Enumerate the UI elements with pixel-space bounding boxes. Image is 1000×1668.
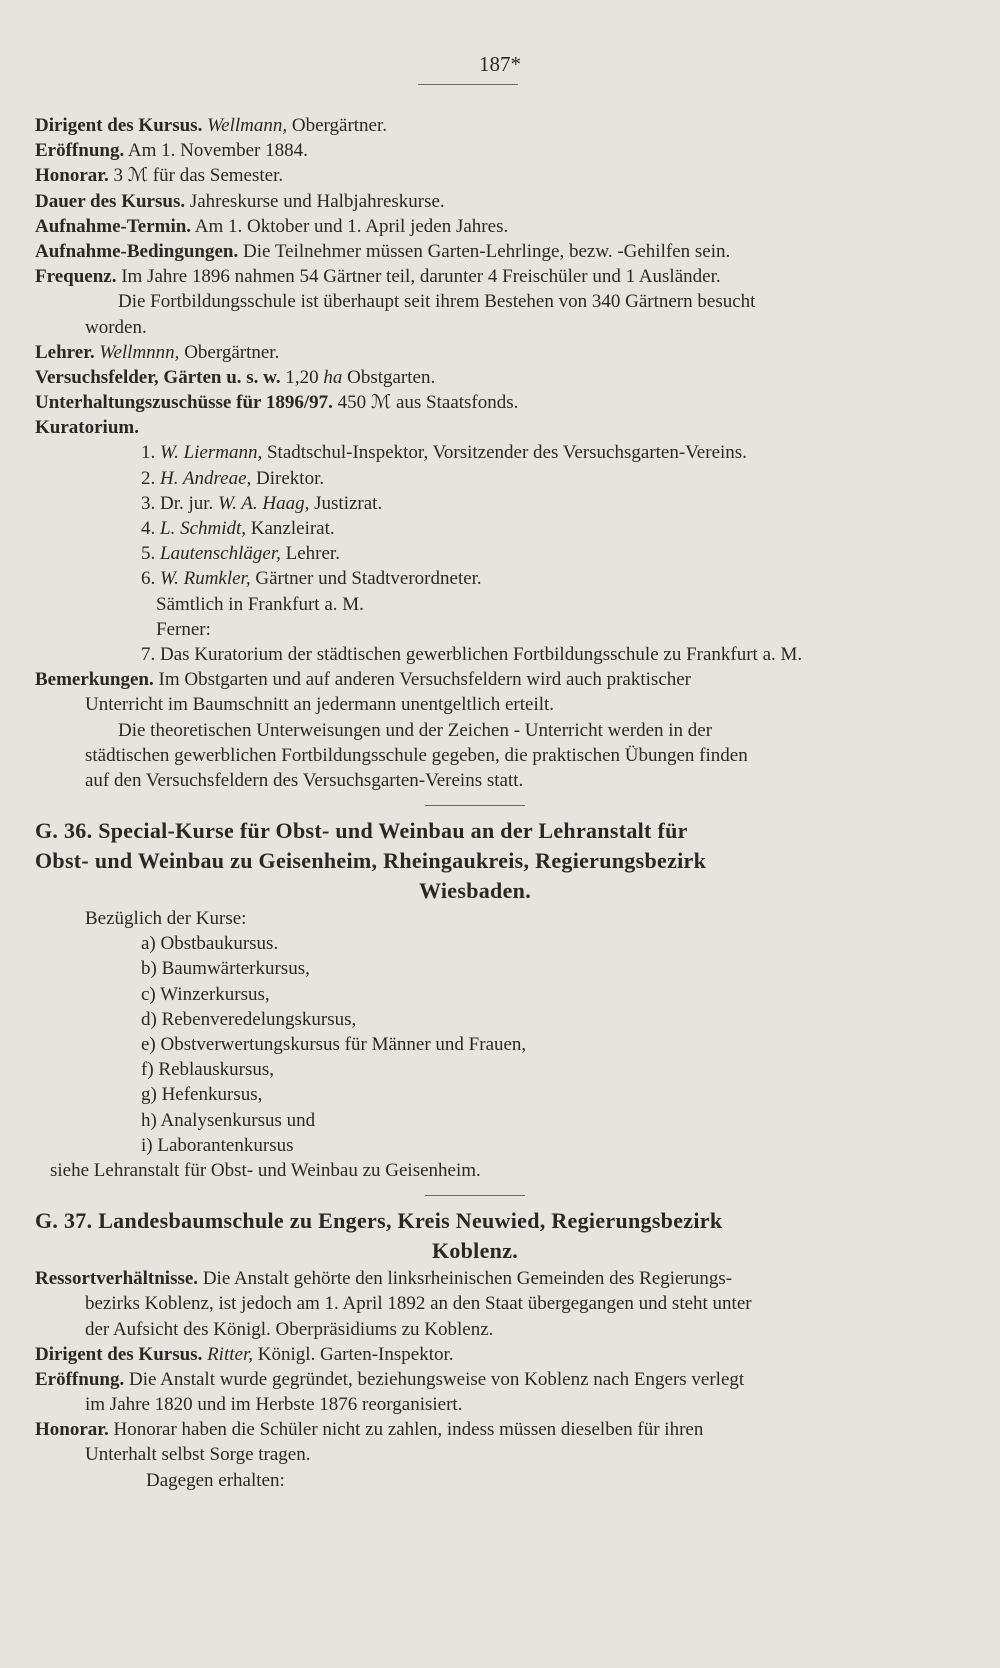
list-item: c) Winzerkursus, [141, 983, 270, 1005]
aufnahme-bed-text: Die Teilnehmer müssen Garten-Lehrlinge, bezw. -Gehilfen sein. [243, 240, 731, 262]
frequenz-line [35, 264, 915, 289]
list-item: e) Obstverwertungskursus für Männer und Frauen, [141, 1034, 527, 1055]
member-name: L. Schmidt, [160, 518, 247, 539]
list-item: d) Rebenveredelungskursus, [141, 1008, 357, 1030]
eroeffnung-cont: im Jahre 1820 und im Herbste 1876 reorganisiert. [85, 1394, 463, 1416]
member-rest: Lehrer. [285, 543, 340, 565]
eroeffnung-line [35, 138, 915, 163]
member-name: W. Rumkler, [160, 568, 251, 590]
page-body [35, 113, 915, 1493]
versuch-rest: Obstgarten. [347, 366, 436, 388]
frequenz-cont: Die Fortbildungsschule ist überhaupt seit ihrem Bestehen von 340 Gärtnern besucht [118, 291, 756, 313]
title-line: G. 37. Landesbaumschule zu Engers, Kreis Neuwied, Regierungsbezirk [35, 1208, 723, 1234]
dauer-label: Dauer des Kursus. [35, 190, 186, 212]
section-title-g36 [35, 816, 915, 906]
versuch-text: 1,20 [285, 366, 319, 388]
eroeffnung-text: Am 1. November 1884. [127, 140, 308, 162]
honorar-text: Honorar haben die Schüler nicht zu zahlen, indess müssen dieselben für ihren [113, 1419, 704, 1441]
header-rule [418, 84, 518, 85]
member-line [35, 541, 915, 566]
member-rest: Stadtschul-Inspektor, Vorsitzender des Versuchsgarten-Vereins. [266, 442, 747, 464]
dauer-line [35, 189, 915, 214]
bemerk-p2b: städtischen gewerblichen Fortbildungsschule gegeben, die praktischen Übungen finden [85, 744, 748, 766]
dirigent-line [35, 1342, 915, 1367]
saemtlich-line: Sämtlich in Frankfurt a. M. [156, 593, 364, 615]
eroeffnung-label: Eröffnung. [35, 140, 125, 162]
dauer-text: Jahreskurse und Halbjahreskurse. [189, 190, 445, 212]
honorar-label: Honorar. [35, 1419, 109, 1441]
member-name: H. Andreae, [160, 467, 252, 489]
dirigent-rest: Königl. Garten-Inspektor. [257, 1343, 454, 1365]
member-num: 5. [141, 543, 156, 565]
bemerk-label: Bemerkungen. [35, 669, 154, 691]
member-num: 3. [141, 492, 156, 514]
title-line: Wiesbaden. [418, 878, 531, 904]
section-title-g37 [35, 1206, 915, 1266]
frequenz-cont2: worden. [85, 316, 147, 338]
honorar-line [35, 1417, 915, 1442]
frequenz-text: Im Jahre 1896 nahmen 54 Gärtner teil, darunter 4 Freischüler und 1 Ausländer. [121, 266, 721, 288]
kuratorium-label: Kuratorium. [35, 417, 139, 439]
list-item: b) Baumwärterkursus, [141, 958, 310, 980]
page-number: 187* [479, 52, 521, 76]
honorar-cont: Unterhalt selbst Sorge tragen. [85, 1444, 311, 1466]
member-rest: Justizrat. [314, 492, 383, 514]
member-line [35, 566, 915, 591]
member-num: 4. [141, 518, 156, 539]
dagegen-line: Dagegen erhalten: [146, 1469, 285, 1491]
ferner-line: Ferner: [156, 618, 211, 640]
bemerk-text: Im Obstgarten und auf anderen Versuchsfeldern wird auch praktischer [158, 669, 692, 691]
member-rest: Kanzleirat. [250, 518, 335, 539]
intro-line: Bezüglich der Kurse: [85, 908, 247, 930]
eroeffnung-label: Eröffnung. [35, 1368, 125, 1390]
lehrer-line [35, 340, 915, 365]
member-line [35, 440, 915, 465]
section-divider [425, 805, 525, 806]
lehrer-label: Lehrer. [35, 341, 95, 363]
aufnahme-termin-line [35, 214, 915, 239]
dirigent-label: Dirigent des Kursus. [35, 115, 203, 136]
versuch-label: Versuchsfelder, Gärten u. s. w. [35, 366, 281, 388]
member-name: W. Liermann, [160, 442, 263, 464]
member-rest: Direktor. [256, 467, 325, 489]
ressort-label: Ressortverhältnisse. [35, 1268, 199, 1290]
unterhalt-line [35, 390, 915, 415]
member-7-line: 7. Das Kuratorium der städtischen gewerblichen Fortbildungsschule zu Frankfurt a. M. [141, 643, 803, 665]
ressort-cont2: der Aufsicht des Königl. Oberpräsidiums zu Koblenz. [85, 1318, 494, 1340]
member-num: 1. [141, 442, 156, 464]
frequenz-label: Frequenz. [35, 266, 117, 288]
unterhalt-label: Unterhaltungszuschüsse für 1896/97. [35, 392, 333, 414]
bemerk-p2c: auf den Versuchsfeldern des Versuchsgarten-Vereins statt. [85, 769, 524, 791]
honorar-text: 3 ℳ für das Semester. [113, 165, 284, 187]
dirigent-name: Wellmann, [207, 115, 288, 136]
lehrer-name: Wellmnnn, [99, 341, 180, 363]
list-item: a) Obstbaukursus. [141, 933, 279, 955]
list-item: i) Laborantenkursus [141, 1134, 294, 1156]
title-line: Obst- und Weinbau zu Geisenheim, Rheingaukreis, Regierungsbezirk [35, 848, 707, 874]
ressort-text: Die Anstalt gehörte den linksrheinischen Gemeinden des Regierungs- [202, 1268, 733, 1290]
member-line [35, 516, 915, 541]
aufnahme-bed-line [35, 239, 915, 264]
dirigent-line [35, 113, 915, 138]
ressort-line [35, 1266, 915, 1291]
eroeffnung-text: Die Anstalt wurde gegründet, beziehungsweise von Koblenz nach Engers verlegt [128, 1368, 745, 1390]
member-line [35, 491, 915, 516]
list-item: g) Hefenkursus, [141, 1084, 263, 1106]
member-pre: Dr. jur. [160, 492, 214, 514]
dirigent-name: Ritter, [207, 1343, 253, 1365]
section-divider [425, 1195, 525, 1196]
honorar-label: Honorar. [35, 165, 109, 187]
lehrer-rest: Obergärtner. [184, 341, 280, 363]
outro-line: siehe Lehranstalt für Obst- und Weinbau zu Geisenheim. [50, 1159, 481, 1181]
aufnahme-bed-label: Aufnahme-Bedingungen. [35, 240, 239, 262]
versuch-unit: ha [323, 366, 343, 388]
member-name: W. A. Haag, [218, 492, 310, 514]
member-name: Lautenschläger, [160, 543, 281, 565]
bemerk-cont: Unterricht im Baumschnitt an jedermann unentgeltlich erteilt. [85, 694, 555, 716]
bemerk-p2a: Die theoretischen Unterweisungen und der Zeichen - Unterricht werden in der [118, 719, 713, 741]
dirigent-label: Dirigent des Kursus. [35, 1343, 203, 1365]
aufnahme-termin-text: Am 1. Oktober und 1. April jeden Jahres. [194, 215, 509, 237]
versuch-line [35, 365, 915, 390]
member-line [35, 466, 915, 491]
unterhalt-text: 450 ℳ aus Staatsfonds. [337, 392, 519, 414]
member-num: 6. [141, 568, 156, 590]
aufnahme-termin-label: Aufnahme-Termin. [35, 215, 192, 237]
eroeffnung-line [35, 1367, 915, 1392]
bemerk-line [35, 667, 915, 692]
member-rest: Gärtner und Stadtverordneter. [255, 568, 482, 590]
ressort-cont: bezirks Koblenz, ist jedoch am 1. April 1892 an den Staat übergegangen und steht unter [85, 1293, 752, 1315]
list-item: f) Reblauskursus, [141, 1059, 274, 1081]
list-item: h) Analysenkursus und [141, 1109, 316, 1131]
title-line: G. 36. Special-Kurse für Obst- und Weinbau an der Lehranstalt für [35, 818, 688, 844]
title-line: Koblenz. [431, 1238, 519, 1264]
dirigent-rest: Obergärtner. [291, 115, 388, 136]
honorar-line [35, 163, 915, 188]
member-num: 2. [141, 467, 156, 489]
